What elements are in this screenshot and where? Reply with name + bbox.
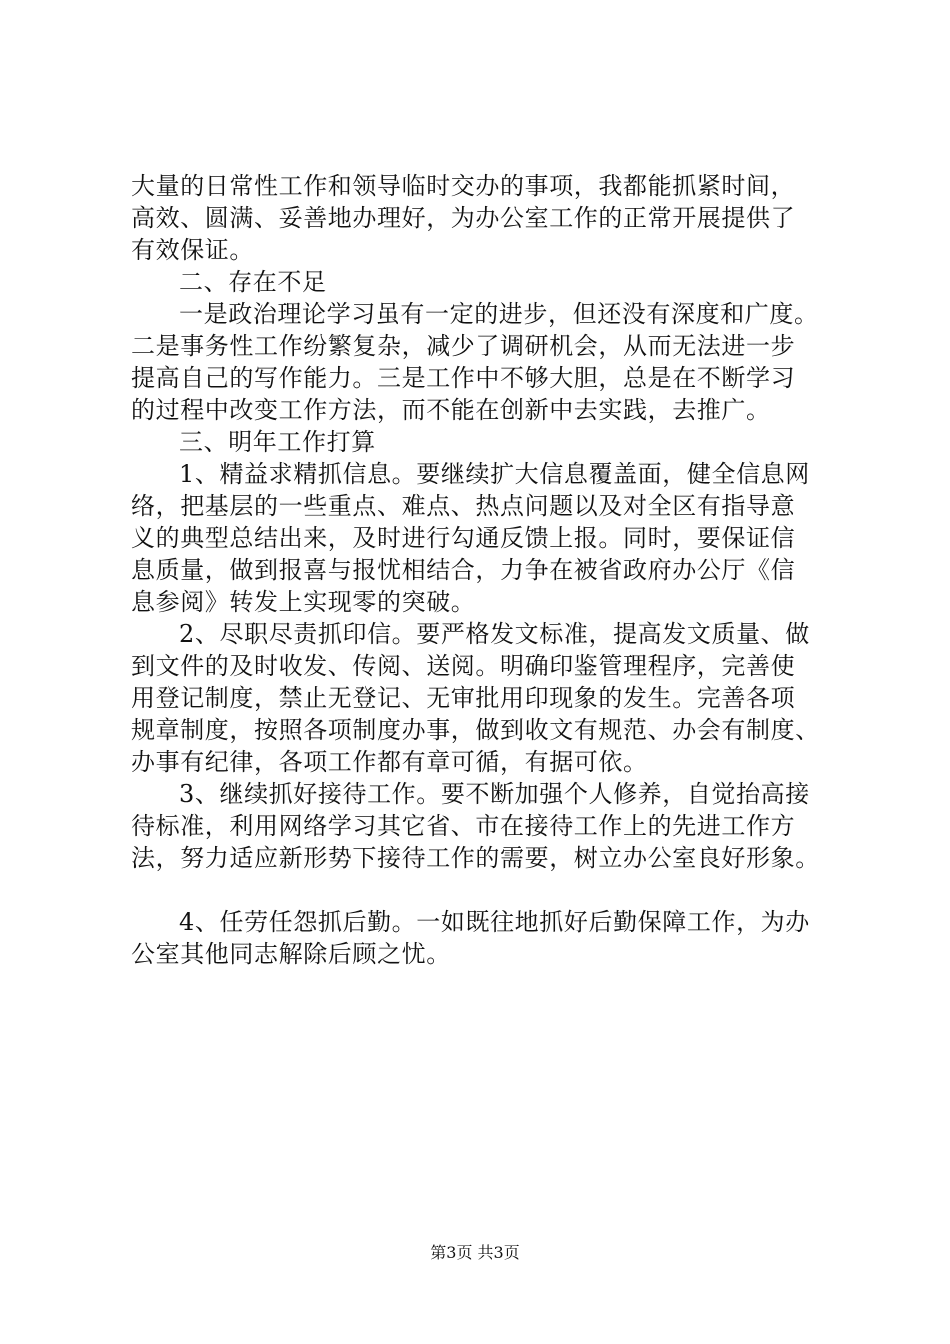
paragraph-gap (131, 874, 857, 906)
text-line: 义的典型总结出来，及时进行勾通反馈上报。同时，要保证信 (131, 524, 796, 552)
text-line: 有效保证。 (131, 236, 254, 264)
text-line: 息质量，做到报喜与报忧相结合，力争在被省政府办公厅《信 (131, 556, 796, 584)
text-line: 规章制度，按照各项制度办事，做到收文有规范、办会有制度、 (131, 716, 820, 744)
text-line: 二是事务性工作纷繁复杂，减少了调研机会，从而无法进一步 (131, 332, 796, 360)
text-line: 3、继续抓好接待工作。要不断加强个人修养，自觉抬高接 (179, 780, 810, 808)
text-line: 4、任劳任怨抓后勤。一如既往地抓好后勤保障工作，为办 (179, 908, 810, 936)
text-line: 1、精益求精抓信息。要继续扩大信息覆盖面，健全信息网 (179, 460, 810, 488)
text-line: 息参阅》转发上实现零的突破。 (131, 588, 476, 616)
text-line: 络，把基层的一些重点、难点、热点问题以及对全区有指导意 (131, 492, 796, 520)
text-line: 大量的日常性工作和领导临时交办的事项，我都能抓紧时间， (131, 172, 796, 200)
text-line: 待标准，利用网络学习其它省、市在接待工作上的先进工作方 (131, 812, 796, 840)
text-line: 到文件的及时收发、传阅、送阅。明确印鉴管理程序，完善使 (131, 652, 796, 680)
text-line: 公室其他同志解除后顾之忧。 (131, 940, 451, 968)
text-line: 一是政治理论学习虽有一定的进步，但还没有深度和广度。 (179, 300, 819, 328)
text-line: 办事有纪律，各项工作都有章可循，有据可依。 (131, 748, 648, 776)
text-line: 2、尽职尽责抓印信。要严格发文标准，提高发文质量、做 (179, 620, 810, 648)
text-line: 法，努力适应新形势下接待工作的需要，树立办公室良好形象。 (131, 844, 820, 872)
text-line: 高效、圆满、妥善地办理好，为办公室工作的正常开展提供了 (131, 204, 796, 232)
section-heading-shortcomings: 二、存在不足 (179, 268, 327, 296)
text-line: 用登记制度，禁止无登记、无审批用印现象的发生。完善各项 (131, 684, 796, 712)
text-line: 的过程中改变工作方法，而不能在创新中去实践，去推广。 (131, 396, 771, 424)
page-number-footer: 第3页 共3页 (430, 1243, 520, 1262)
section-heading-next-year-plan: 三、明年工作打算 (179, 428, 376, 456)
text-line: 提高自己的写作能力。三是工作中不够大胆，总是在不断学习 (131, 364, 796, 392)
document-body (131, 170, 857, 970)
